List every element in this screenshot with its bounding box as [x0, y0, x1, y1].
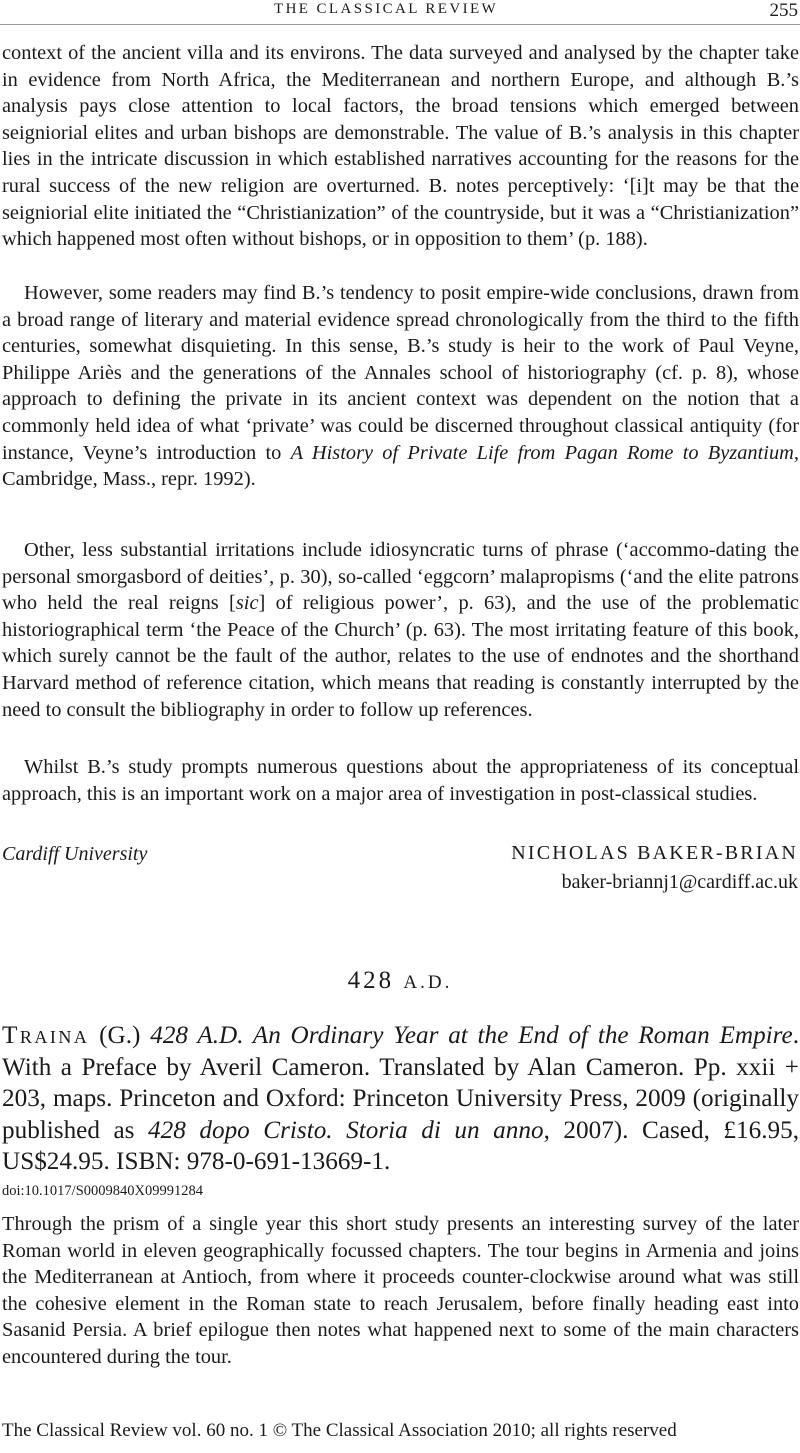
paragraph-text: ] of religious power’, p. 63), and the use of the problematic historiographical term ‘the Peace of the Church’ (p. 63). The most irritating feature of this book, which surely cannot be the fault of the author, relates to the use of endnotes and the shorthand Harvard method of reference citation, which means that reading is constantly interrupted by the need to consult the bibliography in order to follow up references.	[2, 592, 799, 721]
body-paragraph-1: context of the ancient villa and its environs. The data surveyed and analysed by the chapter take in evidence from North Africa, the Mediterranean and northern Europe, and although B.’s analysis pays close attention to local factors, the broad tensions which emerged between seigniorial elites and urban bishops are demonstrable. The value of B.’s analysis in this chapter lies in the intricate discussion in which established narratives accounting for the reasons for the rural success of the new religion are overturned. B. notes perceptively: ‘[i]t may be that the seigniorial elite initiated the “Christianization” of the countryside, but it was a “Christianization” which happened most often without bishops, or in opposition to them’ (p. 188).	[2, 42, 799, 251]
paragraph-text: Other, less substantial irritations include idiosyncratic turns of phrase (‘accommo-dating the personal smorgasbord of deities’, p. 30), so-called ‘eggcorn’ malapropisms (‘and the elite patrons who held the real reigns [	[2, 539, 799, 615]
reviewer-affiliation: Cardiff University	[2, 843, 148, 865]
running-head	[0, 0, 800, 22]
header-rule	[0, 24, 800, 25]
section-number: 428	[347, 967, 395, 994]
sic-note: sic	[235, 592, 259, 615]
page-number: 255	[769, 0, 798, 21]
body-paragraph-2	[2, 280, 799, 493]
footer-copyright: The Classical Review vol. 60 no. 1 © The Classical Association 2010; all rights reserved	[2, 1420, 677, 1441]
section-era: A.D.	[403, 972, 453, 993]
paragraph-text: However, some readers may find B.’s tendency to posit empire-wide conclusions, drawn from a broad range of literary and material evidence spread chronologically from the third to the fifth centuries, somewhat disquieting. In this sense, B.’s study is heir to the work of Paul Veyne, Philippe Ariès and the generations of the Annales school of historiography (cf. p. 8), whose approach to defining the private in its ancient context was dependent on the notion that a commonly held idea of what ‘private’ was could be discerned throughout classical antiquity (for instance, Veyne’s introduction to	[2, 282, 799, 464]
entry-initial: (G.)	[99, 1022, 141, 1049]
review-paragraph-1: Through the prism of a single year this short study presents an interesting survey of the later Roman world in eleven geographically focussed chapters. The tour begins in Armenia and joins the Mediterranean at Antioch, from where it proceeds counter-clockwise around what was still the cohesive element in the Roman state to reach Jerusalem, before finally heading east into Sasanid Persia. A brief epilogue then notes what happened next to some of the main characters encountered during the tour.	[2, 1213, 799, 1368]
entry-author: Traina	[2, 1022, 90, 1049]
body-paragraph-3	[2, 537, 799, 723]
entry-title: 428 A.D. An Ordinary Year at the End of the Roman Empire	[150, 1022, 793, 1049]
entry-details-end: , 2007). Cased, £16.95, US$24.95. ISBN: 978-0-691-13669-1.	[2, 1116, 799, 1175]
body-paragraph-4: Whilst B.’s study prompts numerous questions about the appropriateness of its conceptual approach, this is an important work on a major area of investigation in post-classical studies.	[2, 756, 799, 805]
bibliographic-entry	[2, 1020, 799, 1178]
entry-details: . With a Preface by Averil Cameron. Translated by Alan Cameron. Pp. xxii + 203, maps. Princeton and Oxford: Princeton University Press, 2009 (originally published as	[2, 1022, 800, 1144]
reviewer-name: NICHOLAS BAKER-BRIAN	[511, 842, 798, 864]
book-title: A History of Private Life from Pagan Rome to Byzantium	[290, 441, 794, 464]
reviewer-email: baker-briannj1@cardiff.ac.uk	[561, 871, 798, 893]
paragraph-text: , Cambridge, Mass., repr. 1992).	[2, 441, 799, 491]
doi: doi:10.1017/S0009840X09991284	[2, 1183, 203, 1199]
entry-original-title: 428 dopo Cristo. Storia di un anno	[148, 1116, 544, 1144]
section-heading	[0, 967, 800, 995]
running-title: THE CLASSICAL REVIEW	[274, 1, 499, 17]
